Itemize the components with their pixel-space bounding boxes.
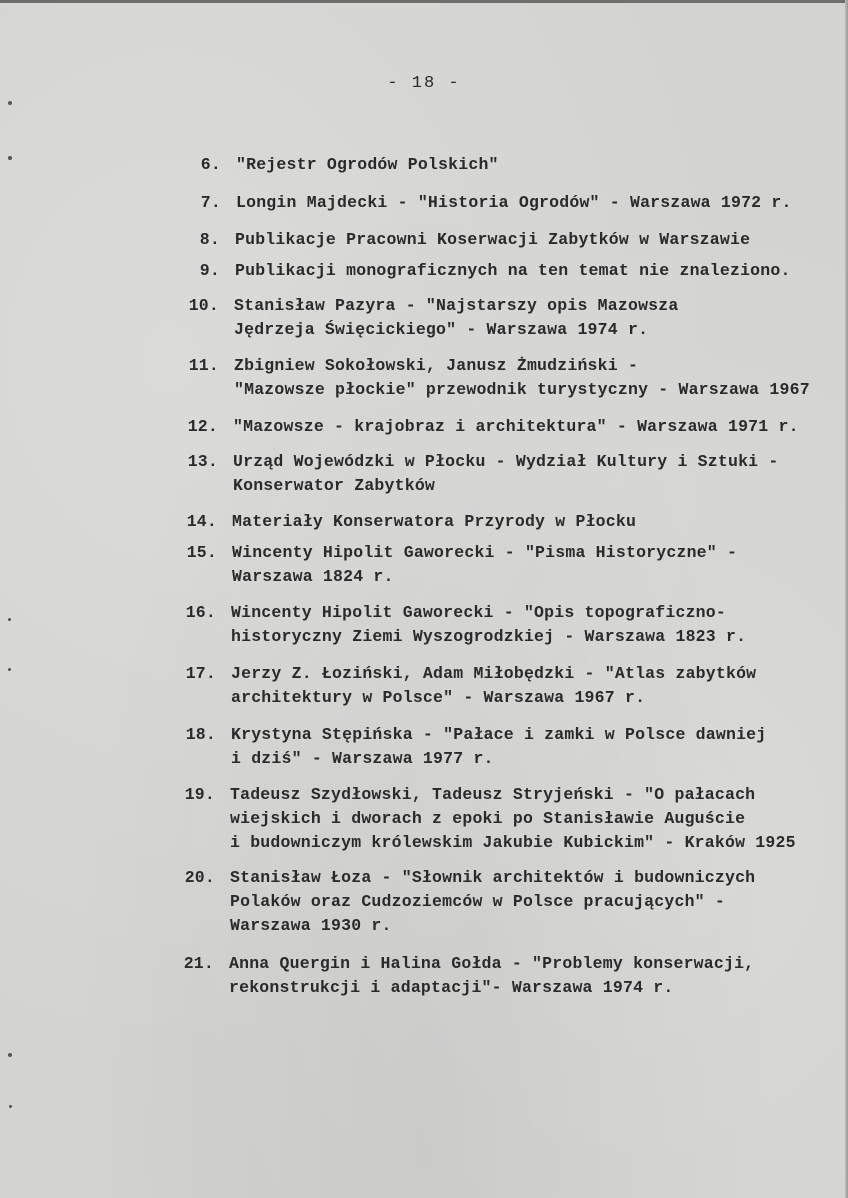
- entry-text-line: rekonstrukcji i adaptacji"- Warszawa 1974 r.: [229, 978, 674, 997]
- bibliography-entry: [0, 416, 848, 440]
- page-top-edge: [0, 0, 848, 3]
- entry-text-line: Zbigniew Sokołowski, Janusz Żmudziński -: [234, 356, 639, 375]
- punch-mark: [8, 101, 12, 105]
- entry-number: 14.: [186, 512, 217, 531]
- bibliography-entry: [0, 784, 848, 856]
- entry-text-line: Konserwator Zabytków: [233, 476, 436, 495]
- entry-number: 6.: [200, 155, 221, 174]
- entry-text-line: "Mazowsze - krajobraz i architektura" - Warszawa 1971 r.: [233, 417, 799, 436]
- bibliography-entry: [0, 542, 848, 590]
- entry-text-line: Krystyna Stępińska - "Pałace i zamki w Polsce dawniej: [231, 725, 767, 744]
- entry-text-line: i dziś" - Warszawa 1977 r.: [231, 749, 494, 768]
- entry-text-line: Polaków oraz Cudzoziemców w Polsce pracujących" -: [230, 892, 725, 911]
- entry-text-line: Jerzy Z. Łoziński, Adam Miłobędzki - "Atlas zabytków: [231, 664, 757, 683]
- entry-text-line: Stanisław Pazyra - "Najstarszy opis Mazowsza: [234, 296, 679, 315]
- bibliography-entry: [0, 192, 848, 216]
- bibliography-entry: [0, 355, 848, 403]
- punch-mark: [8, 1053, 12, 1057]
- entry-text-line: historyczny Ziemi Wyszogrodzkiej - Warszawa 1823 r.: [231, 627, 747, 646]
- entry-number: 9.: [199, 261, 220, 280]
- bibliography-entry: [0, 511, 848, 535]
- bibliography-entry: [0, 724, 848, 772]
- bibliography-entry: [0, 953, 848, 1001]
- entry-text-line: architektury w Polsce" - Warszawa 1967 r.: [231, 688, 646, 707]
- bibliography-entry: [0, 602, 848, 650]
- entry-number: 15.: [186, 543, 217, 562]
- entry-text-line: Jędrzeja Święcickiego" - Warszawa 1974 r.: [234, 320, 649, 339]
- page-number: - 18 -: [387, 74, 461, 93]
- entry-number: 10.: [188, 296, 219, 315]
- entry-number: 8.: [199, 230, 220, 249]
- bibliography-entry: [0, 663, 848, 711]
- bibliography-entry: [0, 260, 848, 284]
- entry-text-line: Warszawa 1930 r.: [230, 916, 392, 935]
- entry-text-line: Publikacji monograficznych na ten temat nie znaleziono.: [235, 261, 791, 280]
- entry-text-line: Wincenty Hipolit Gaworecki - "Pisma Historyczne" -: [232, 543, 738, 562]
- entry-number: 11.: [188, 356, 219, 375]
- entry-text-line: Materiały Konserwatora Przyrody w Płocku: [232, 512, 637, 531]
- entry-number: 7.: [200, 193, 221, 212]
- entry-number: 13.: [187, 452, 218, 471]
- entry-number: 17.: [185, 664, 216, 683]
- entry-text-line: Publikacje Pracowni Koserwacji Zabytków w Warszawie: [235, 230, 751, 249]
- entry-number: 20.: [184, 868, 215, 887]
- entry-number: 18.: [185, 725, 216, 744]
- entry-text-line: i budowniczym królewskim Jakubie Kubickim" - Kraków 1925: [230, 833, 796, 852]
- bibliography-entry: [0, 154, 848, 178]
- entry-text-line: Urząd Wojewódzki w Płocku - Wydział Kultury i Sztuki -: [233, 452, 779, 471]
- bibliography-entry: [0, 295, 848, 343]
- bibliography-entry: [0, 451, 848, 499]
- entry-number: 16.: [185, 603, 216, 622]
- entry-number: 12.: [187, 417, 218, 436]
- entry-text-line: Warszawa 1824 r.: [232, 567, 394, 586]
- entry-text-line: "Rejestr Ogrodów Polskich": [236, 155, 499, 174]
- entry-text-line: Wincenty Hipolit Gaworecki - "Opis topograficzno-: [231, 603, 726, 622]
- punch-mark: [9, 1105, 12, 1108]
- entry-text-line: Longin Majdecki - "Historia Ogrodów" - Warszawa 1972 r.: [236, 193, 792, 212]
- entry-text-line: Stanisław Łoza - "Słownik architektów i budowniczych: [230, 868, 756, 887]
- entry-number: 21.: [183, 954, 214, 973]
- entry-text-line: "Mazowsze płockie" przewodnik turystyczny - Warszawa 1967: [234, 380, 810, 399]
- entry-number: 19.: [184, 785, 215, 804]
- entry-text-line: Anna Quergin i Halina Gołda - "Problemy konserwacji,: [229, 954, 755, 973]
- entry-text-line: Tadeusz Szydłowski, Tadeusz Stryjeński - "O pałacach: [230, 785, 756, 804]
- entry-text-line: wiejskich i dworach z epoki po Stanisławie Auguście: [230, 809, 746, 828]
- bibliography-entry: [0, 867, 848, 939]
- bibliography-entry: [0, 229, 848, 253]
